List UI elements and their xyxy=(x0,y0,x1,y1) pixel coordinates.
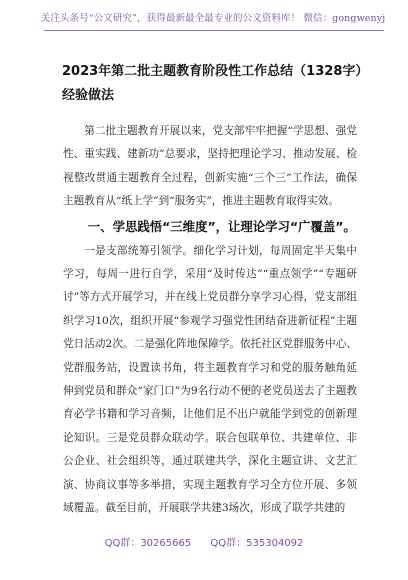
footer xyxy=(0,534,408,549)
footer-qq-group-1: QQ群：30265665 xyxy=(104,538,192,549)
document-body xyxy=(63,120,357,521)
intro-paragraph: 第二批主题教育开展以来，党支部牢牢把握“学思想、强党性、重实践、建新功”总要求，坚持把理论学习、推动发展、检视整改贯通主题教育全过程，创新实施“三个三”工作法，确保主题教育从“纸上学”到“服务实”，推进主题教育取得实效。 xyxy=(63,125,357,208)
header-divider xyxy=(44,30,384,31)
section-heading: 一、学思践悟“三维度”，让理论学习“广覆盖”。 xyxy=(87,218,356,234)
document-title: 2023年第二批主题教育阶段性工作总结（1328字）经验做法 xyxy=(62,64,362,103)
header-banner: 关注头条号“公文研究”，获得最新最全最专业的公文资料库！ 微信：gongwenyj xyxy=(40,13,386,24)
section-paragraph: 一是支部统筹引领学。细化学习计划，每周固定半天集中学习，每周一进行自学，采用“及时传达”“重点领学”“专题研讨”等方式开展学习，并在线上党员群分享学习心得，党支部组织学习10次，组织开展“参观学习强党性团结奋进新征程”主题党日活动2次。二是强化阵地保障学。依托社区党群服务中心、党群服务站，设置读书角，将主题教育学习和党的服务触角延伸到党员和群众“家门口”为9名行动不便的老党员送去了主题教育必学书籍和学习音频，让他们足不出户就能学到党的创新理论知识。三是党员群众联动学。联合包联单位、共建单位、非公企业、社会组织等，通过联建共学，深化主题宣讲、文艺汇演、协商议事等多举措，实现主题教育学习全方位开展、多领域覆盖。截至目前，开展联学共建3场次，形成了联学共建的 xyxy=(63,244,357,515)
footer-qq-group-2: QQ群：535304092 xyxy=(210,538,304,549)
